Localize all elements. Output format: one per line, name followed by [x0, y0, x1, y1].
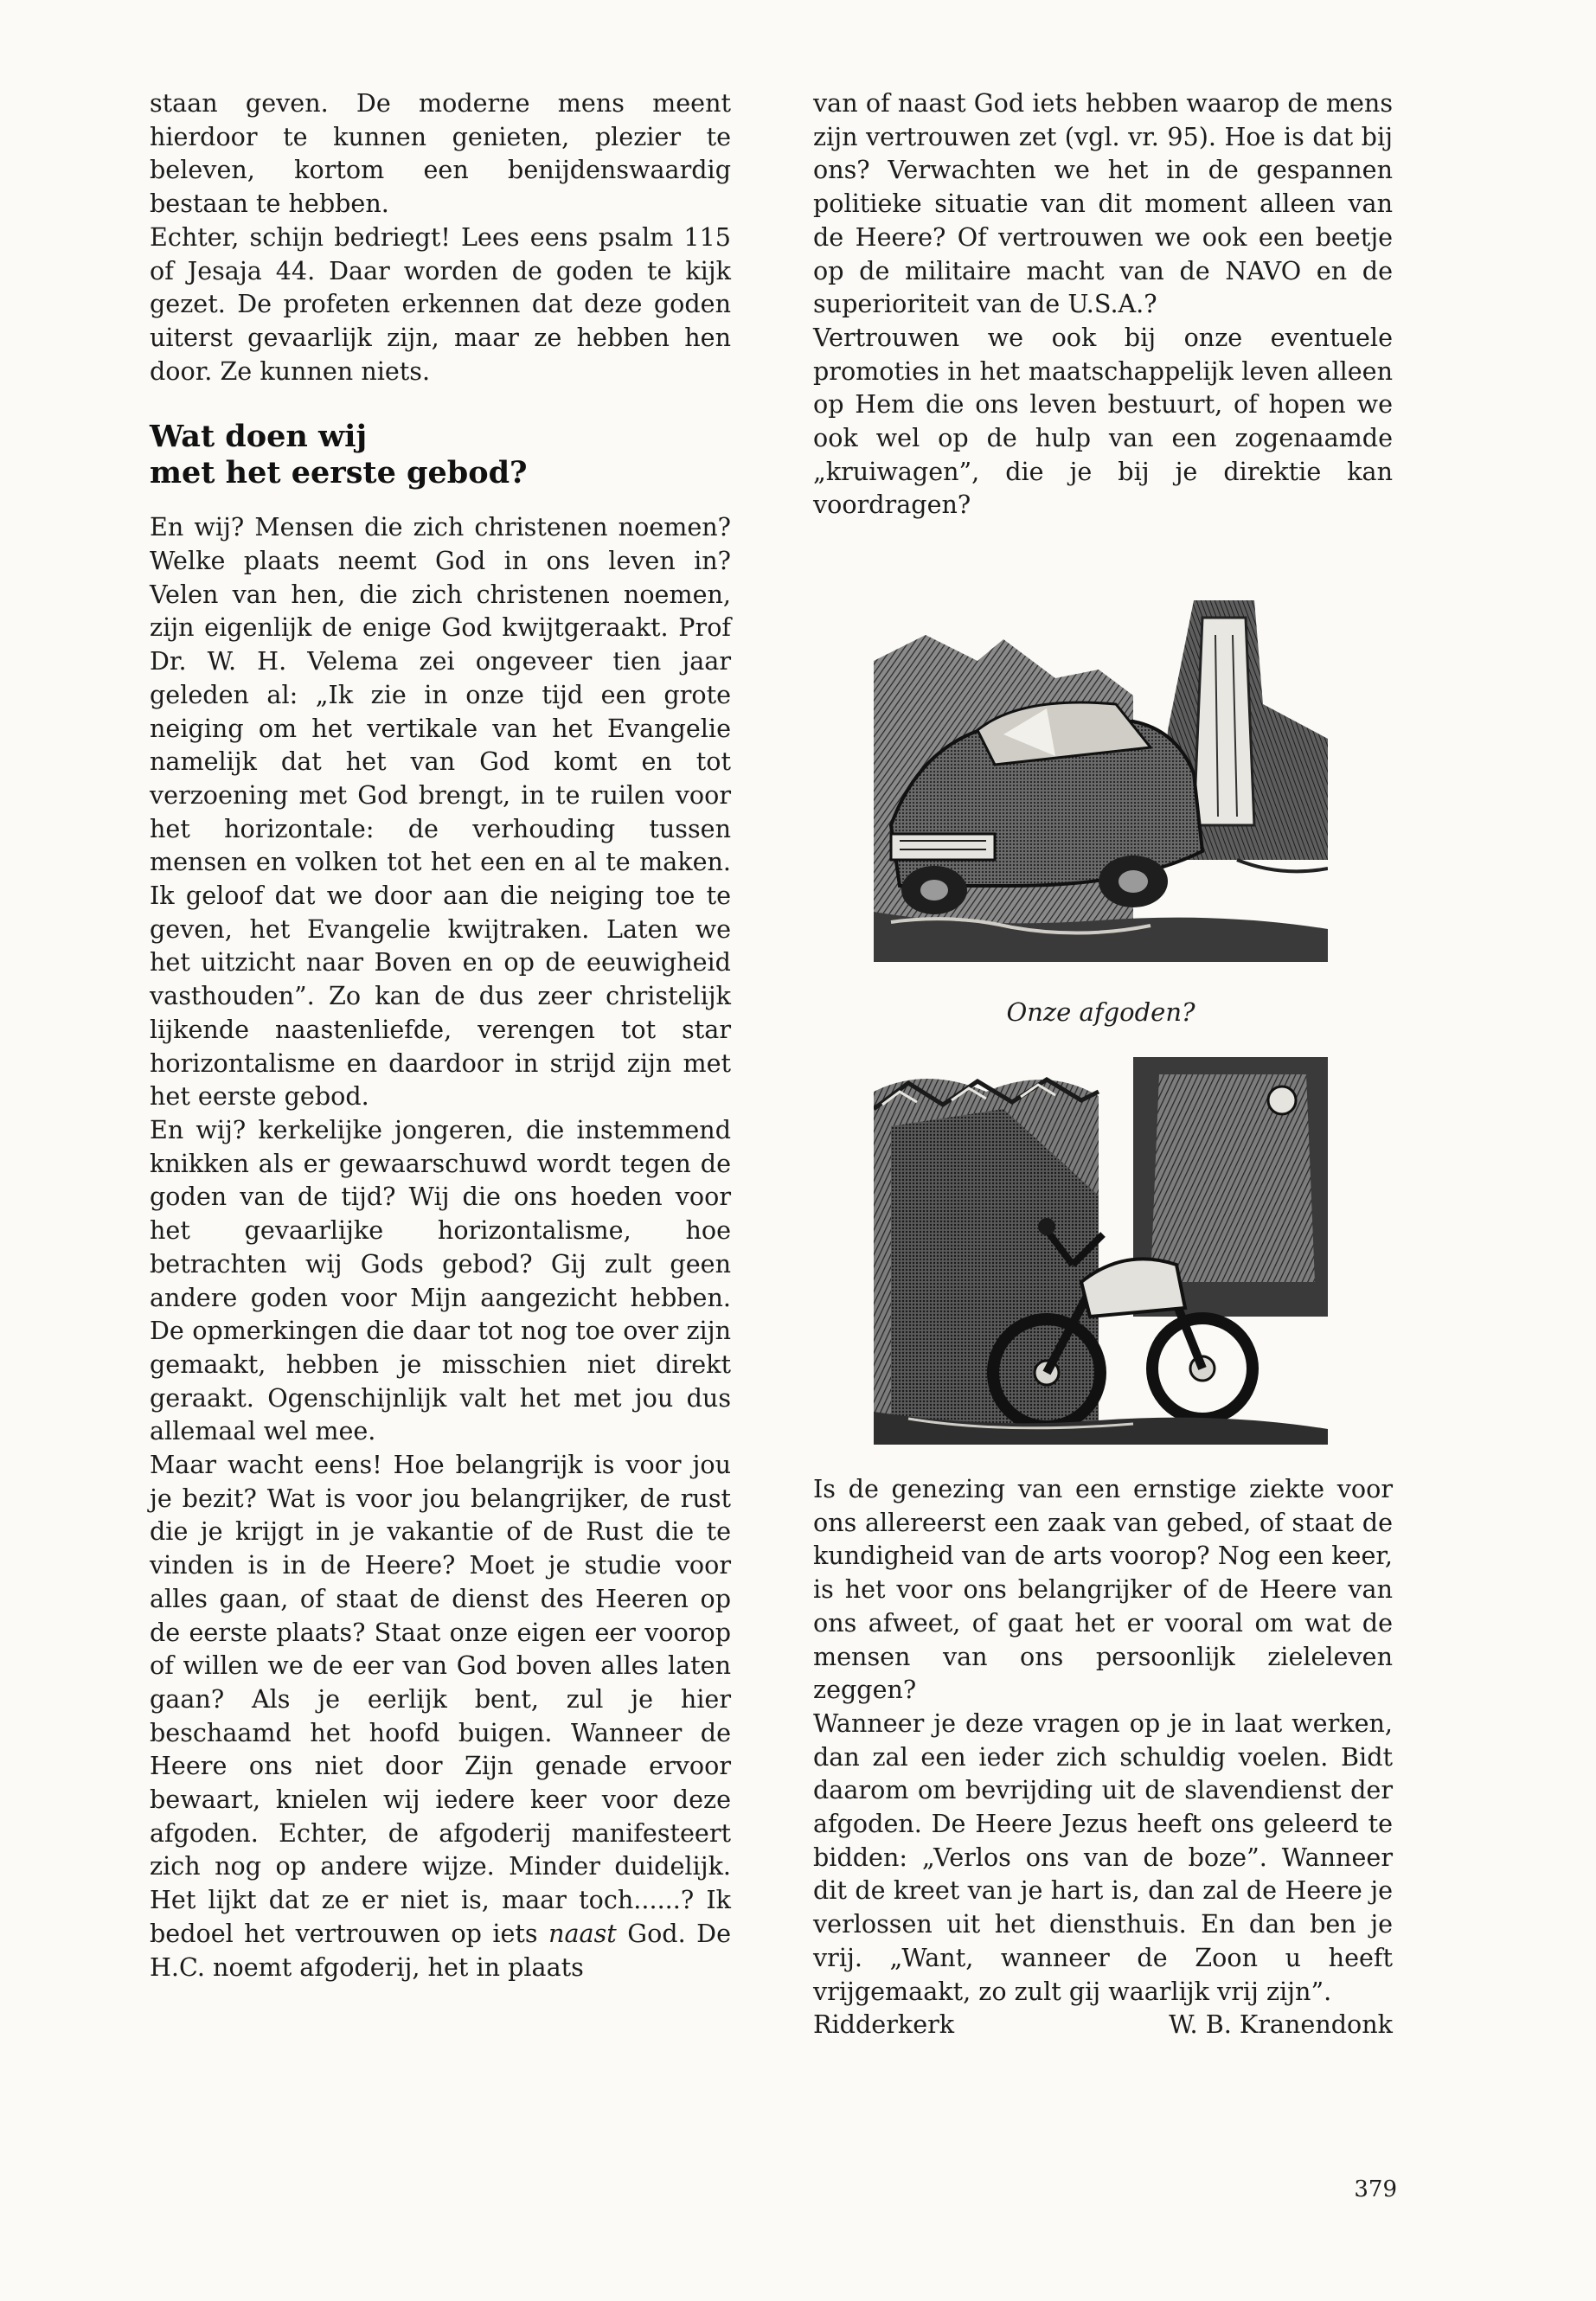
heading-line-1: Wat doen wij	[150, 419, 368, 455]
figure-caption: Onze afgoden?	[1006, 997, 1195, 1027]
left-column	[150, 87, 731, 1984]
section-heading	[150, 419, 731, 491]
paragraph-maar-wacht	[150, 1448, 731, 1984]
heading-line-2: met het eerste gebod?	[150, 455, 528, 491]
paragraph-maar-wacht-text: Maar wacht eens! Hoe belangrijk is voor jou je bezit? Wat is voor jou belangrijker, de rust die je krijgt in je vakantie of de Rust die te vinden is in de Heere? Moet je studie voor alles gaan, of staat de dienst des Heeren op de eerste plaats? Staat onze eigen eer voorop of willen we de eer van God boven alles laten gaan? Als je eerlijk bent, zul je hier beschaamd het hoofd buigen. Wanneer de Heere ons niet door Zijn genade ervoor bewaart, knielen wij iedere keer voor deze afgoden. Echter, de afgoderij manifesteert zich nog op andere wijze. Minder duidelijk. Het lijkt dat ze er niet is, maar toch......? Ik bedoel het vertrouwen op iets	[150, 1450, 731, 1948]
paragraph-maar-wacht-tail: God. De H.C. noemt afgoderij, het in plaats	[150, 1918, 731, 1982]
paragraph-wanneer: Wanneer je deze vragen op je in laat werken, dan zal een ieder zich schuldig voelen. Bidt daarom om bevrijding uit de slavendienst der afgoden. De Heere Jezus heeft ons geleerd te bidden: „Verlos ons van de boze”. Wanneer dit de kreet van je hart is, dan zal de Heere je verlossen uit het diensthuis. En dan ben je vrij. „Want, wanneer de Zoon u heeft vrijgemaakt, zo zult gij waarlijk vrij zijn”.	[813, 1708, 1393, 2006]
page-number: 379	[1354, 2176, 1397, 2202]
emphasis-naast: naast	[548, 1918, 617, 1948]
paragraph-vertrouwen: van of naast God iets hebben waarop de mens zijn vertrouwen zet (vgl. vr. 95). Hoe is dat bij ons? Verwachten we het in de gespannen politieke situatie van dit moment alleen van de Heere? Of vertrouwen we ook een beetje op de militaire macht van de NAVO en de superioriteit van de U.S.A.?	[813, 88, 1393, 319]
right-column-bottom	[813, 1472, 1393, 2041]
right-column-top	[813, 87, 1393, 522]
signature-author: W. B. Kranendonk	[1169, 2009, 1393, 2040]
signature-place: Ridderkerk	[813, 2009, 955, 2040]
paragraph-kerkelijke-jongeren: En wij? kerkelijke jongeren, die instemmend knikken als er gewaarschuwd wordt tegen de goden van de tijd? Wij die ons hoeden voor het gevaarlijke horizontalisme, hoe betrachten wij Gods gebod? Gij zult geen andere goden voor Mijn aangezicht hebben. De opmerkingen die daar tot nog toe over zijn gemaakt, hebben je misschien niet direkt geraakt. Ogenschijnlijk valt het met jou dus allemaal wel mee.	[150, 1114, 731, 1446]
paragraph-promoties: Vertrouwen we ook bij onze eventuele promoties in het maatschappelijk leven alleen op Hem die ons leven bestuurt, of hopen we ook wel op de hulp van een zogenaamde „kruiwagen”, die je bij je direktie kan voordragen?	[813, 322, 1393, 520]
paragraph-en-wij: En wij? Mensen die zich christenen noemen? Welke plaats neemt God in ons leven in? Velen van hen, die zich christenen noemen, zijn eigenlijk de enige God kwijtgeraakt. Prof Dr. W. H. Velema zei ongeveer tien jaar geleden al: „Ik zie in onze tijd een grote neiging om het vertikale van het Evangelie namelijk dat het van God komt en tot verzoening met God brengt, in te ruilen voor het horizontale: de verhouding tussen mensen en volken tot het een en al te maken. Ik geloof dat we door aan die neiging toe te geven, het Evangelie kwijtraken. Laten we het uitzicht naar Boven en op de eeuwigheid vasthouden”. Zo kan de dus zeer christelijk lijkende naastenliefde, verengen tot star horizontalisme en daardoor in strijd zijn met het eerste gebod.	[150, 512, 731, 1112]
paragraph-genezing: Is de genezing van een ernstige ziekte voor ons allereerst een zaak van gebed, of staat de kundigheid van de arts voorop? Nog een keer, is het voor ons belangrijker of de Heere van ons afweet, of gaat het er vooral om wat de mensen van ons persoonlijk zieleleven zeggen?	[813, 1474, 1393, 1705]
illustration-car-crash	[874, 600, 1328, 962]
signature-line	[813, 2008, 1393, 2041]
paragraph-intro: staan geven. De moderne mens meent hierdoor te kunnen genieten, plezier te beleven, kortom een benijdenswaardig bestaan te hebben.	[150, 88, 731, 219]
paragraph-echter: Echter, schijn bedriegt! Lees eens psalm 115 of Jesaja 44. Daar worden de goden te kijk gezet. De profeten erkennen dat deze goden uiterst gevaarlijk zijn, maar ze hebben hen door. Ze kunnen niets.	[150, 221, 731, 386]
illustration-motorcycle-tent	[874, 1057, 1328, 1445]
